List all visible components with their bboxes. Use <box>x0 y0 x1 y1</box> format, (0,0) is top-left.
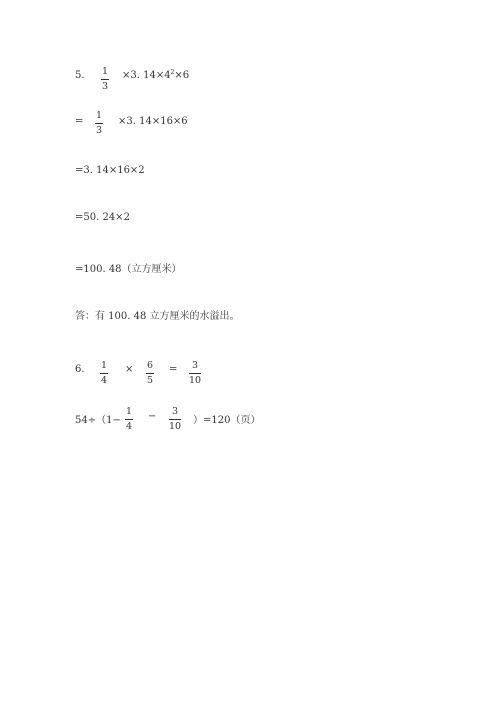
fraction <box>101 67 109 91</box>
problem-number: 5. <box>75 70 85 81</box>
equals-sign: = <box>75 116 84 127</box>
calculation-step: =3. 14×16×2 <box>75 165 145 176</box>
exponent: 2 <box>170 69 175 76</box>
denominator: 4 <box>101 374 108 386</box>
numerator: 1 <box>101 360 108 371</box>
denominator: 10 <box>169 420 182 432</box>
expression-text: 54÷（1− <box>75 415 121 426</box>
equals-sign: = <box>169 364 178 375</box>
calculation-step: =100. 48（立方厘米） <box>75 264 182 275</box>
problem-number: 6. <box>75 364 85 375</box>
multiply-sign: × <box>125 364 134 375</box>
fraction <box>100 361 108 385</box>
expression-text <box>122 70 189 81</box>
expression-part: ×6 <box>174 70 190 81</box>
fraction <box>189 361 201 385</box>
denominator: 3 <box>96 124 103 136</box>
numerator: 1 <box>96 110 103 121</box>
numerator: 6 <box>147 360 154 371</box>
numerator: 3 <box>192 360 199 371</box>
answer-text: 答：有 100. 48 立方厘米的水溢出。 <box>75 311 240 322</box>
expression-text: ）=120（页） <box>193 415 261 426</box>
numerator: 1 <box>126 406 133 417</box>
minus-sign: − <box>148 411 157 422</box>
numerator: 1 <box>102 66 109 77</box>
calculation-step: =50. 24×2 <box>75 212 130 223</box>
denominator: 5 <box>147 374 154 386</box>
denominator: 10 <box>189 374 202 386</box>
fraction <box>169 407 181 431</box>
denominator: 4 <box>126 420 133 432</box>
expression-part: ×3. 14×4 <box>122 70 171 81</box>
denominator: 3 <box>102 80 109 92</box>
numerator: 3 <box>172 406 179 417</box>
fraction <box>125 407 133 431</box>
expression-text: ×3. 14×16×6 <box>118 116 188 127</box>
fraction <box>95 111 103 135</box>
fraction <box>146 361 154 385</box>
